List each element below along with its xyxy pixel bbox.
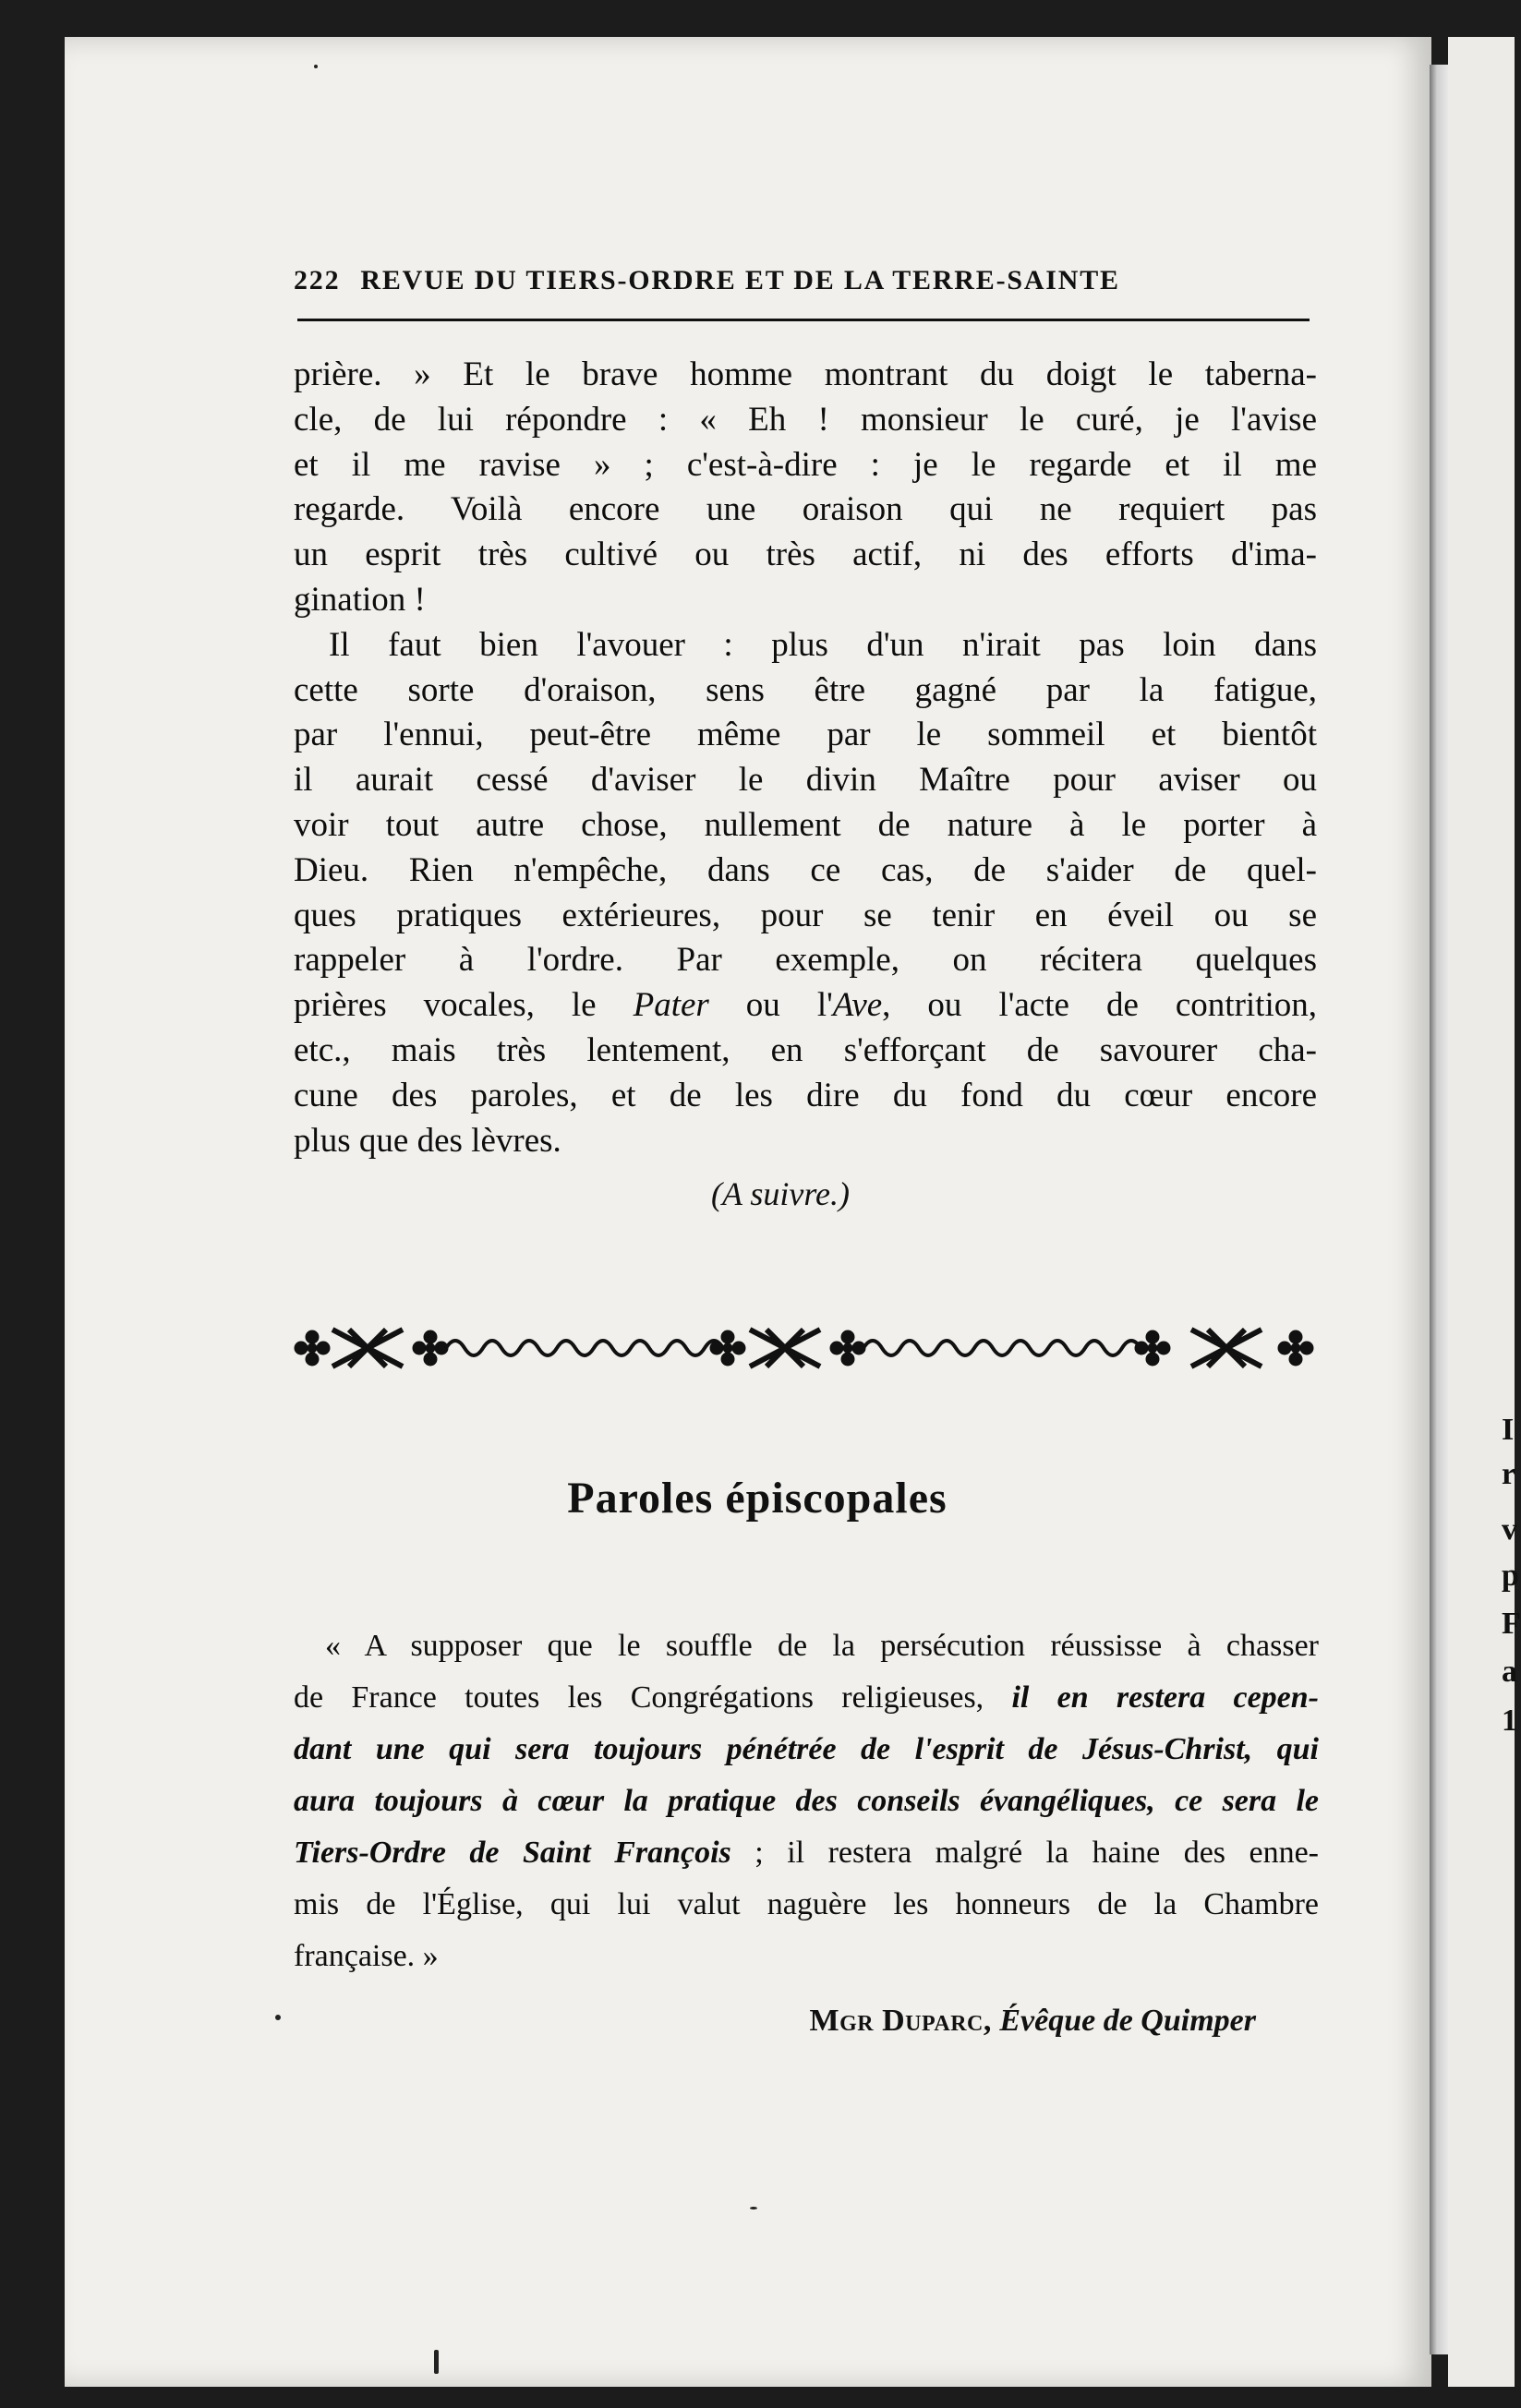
page-gutter-edge bbox=[1430, 65, 1448, 2354]
quote-line: française. » bbox=[294, 1939, 439, 1973]
paper-speck bbox=[275, 2015, 281, 2020]
fleur-ornament-icon bbox=[1278, 1330, 1313, 1366]
facing-fragment: F bbox=[1502, 1607, 1521, 1641]
signature-author: Mgr Duparc, bbox=[809, 2004, 992, 2038]
facing-fragment: v bbox=[1502, 1512, 1517, 1547]
ave-word: Ave bbox=[832, 986, 883, 1025]
quote-line bbox=[294, 1672, 1319, 1724]
body-line: un esprit très cultivé ou très actif, ni des efforts d'ima- bbox=[294, 536, 1317, 574]
paper-speck bbox=[750, 2207, 757, 2209]
quote-emphasis: il en restera cepen- bbox=[1011, 1680, 1320, 1715]
body-text-fragment: , ou l'acte de contrition, bbox=[882, 986, 1317, 1025]
facing-fragment: r bbox=[1502, 1457, 1516, 1491]
signature-title: Évêque de Quimper bbox=[999, 2004, 1256, 2038]
body-line: et il me ravise » ; c'est-à-dire : je le regarde et il me bbox=[294, 445, 1317, 484]
body-line: prière. » Et le brave homme montrant du doigt le taberna- bbox=[294, 355, 1317, 393]
to-be-continued: (A suivre.) bbox=[711, 1175, 850, 1212]
body-line: ques pratiques extérieures, pour se tenir en éveil ou se bbox=[294, 896, 1317, 934]
body-line: cune des paroles, et de les dire du fond du cœur encore bbox=[294, 1076, 1317, 1114]
body-line: etc., mais très lentement, en s'efforçant de savourer cha- bbox=[294, 1030, 1317, 1069]
body-line: par l'ennui, peut-être même par le sommeil et bientôt bbox=[294, 716, 1317, 754]
body-line: gination ! bbox=[294, 580, 426, 619]
body-line-with-italics bbox=[294, 983, 1317, 1029]
pater-word: Pater bbox=[633, 986, 709, 1025]
body-text-fragment: prières vocales, le bbox=[294, 986, 634, 1025]
signature bbox=[739, 2004, 1256, 2039]
body-line: voir tout autre chose, nullement de nature à le porter à bbox=[294, 805, 1317, 844]
quote-fragment: de France toutes les Congrégations religieuses, bbox=[294, 1680, 1012, 1715]
lattice-ornament-icon bbox=[332, 1330, 403, 1367]
fleur-ornament-icon bbox=[1135, 1330, 1170, 1366]
body-line: Dieu. Rien n'empêche, dans ce cas, de s'aider de quel- bbox=[294, 850, 1317, 889]
lattice-ornament-icon bbox=[750, 1330, 820, 1367]
page-number: 222 bbox=[294, 265, 341, 295]
quote-line: mis de l'Église, qui lui valut naguère les honneurs de la Chambre bbox=[294, 1887, 1319, 1921]
fleur-ornament-icon bbox=[413, 1330, 448, 1366]
episcopal-quote bbox=[294, 1620, 1319, 1982]
facing-page-strip bbox=[1448, 37, 1521, 2387]
body-line: cette sorte d'oraison, sens être gagné par la fatigue, bbox=[294, 670, 1317, 709]
body-text-fragment: ou l' bbox=[708, 986, 833, 1025]
running-header bbox=[294, 265, 1305, 296]
fleur-ornament-icon bbox=[830, 1330, 865, 1366]
quote-line bbox=[294, 1827, 1319, 1879]
running-title: REVUE DU TIERS-ORDRE ET DE LA TERRE-SAINTE bbox=[360, 265, 1120, 295]
body-line: regarde. Voilà encore une oraison qui ne requiert pas bbox=[294, 490, 1317, 529]
wave-ornament-icon bbox=[446, 1341, 723, 1355]
body-line: rappeler à l'ordre. Par exemple, on récitera quelques bbox=[294, 941, 1317, 980]
body-line: plus que des lèvres. bbox=[294, 1121, 561, 1160]
fleuron-divider bbox=[294, 1320, 1321, 1376]
body-line: il aurait cessé d'aviser le divin Maître pour aviser ou bbox=[294, 761, 1317, 800]
quote-emphasis: aura toujours à cœur la pratique des conseils évangéliques, ce sera le bbox=[294, 1784, 1319, 1818]
facing-fragment: a bbox=[1502, 1655, 1517, 1689]
facing-fragment: 1 bbox=[1502, 1704, 1517, 1738]
paper-speck bbox=[314, 65, 318, 68]
quote-emphasis: dant une qui sera toujours pénétrée de l'esprit de Jésus-Christ, qui bbox=[294, 1732, 1319, 1766]
quote-line bbox=[294, 1776, 1319, 1827]
section-title: Paroles épiscopales bbox=[567, 1474, 948, 1523]
body-line: Il faut bien l'avouer : plus d'un n'irait pas loin dans bbox=[329, 625, 1317, 664]
facing-fragment: I bbox=[1502, 1413, 1515, 1447]
wave-ornament-icon bbox=[863, 1341, 1141, 1355]
quote-emphasis: Tiers-Ordre de Saint François bbox=[294, 1836, 731, 1870]
header-rule bbox=[297, 319, 1310, 321]
quote-line bbox=[294, 1724, 1319, 1776]
quote-fragment: ; il restera malgré la haine des enne- bbox=[730, 1836, 1320, 1870]
fleur-ornament-icon bbox=[295, 1330, 330, 1366]
facing-fragment: p bbox=[1502, 1559, 1519, 1593]
lattice-ornament-icon bbox=[1191, 1330, 1261, 1367]
fleur-ornament-icon bbox=[710, 1330, 745, 1366]
quote-line: « A supposer que le souffle de la persécution réussisse à chasser bbox=[325, 1629, 1319, 1663]
article-body bbox=[294, 353, 1317, 1163]
body-line: cle, de lui répondre : « Eh ! monsieur le curé, je l'avise bbox=[294, 400, 1317, 439]
paper-speck bbox=[434, 2350, 439, 2374]
